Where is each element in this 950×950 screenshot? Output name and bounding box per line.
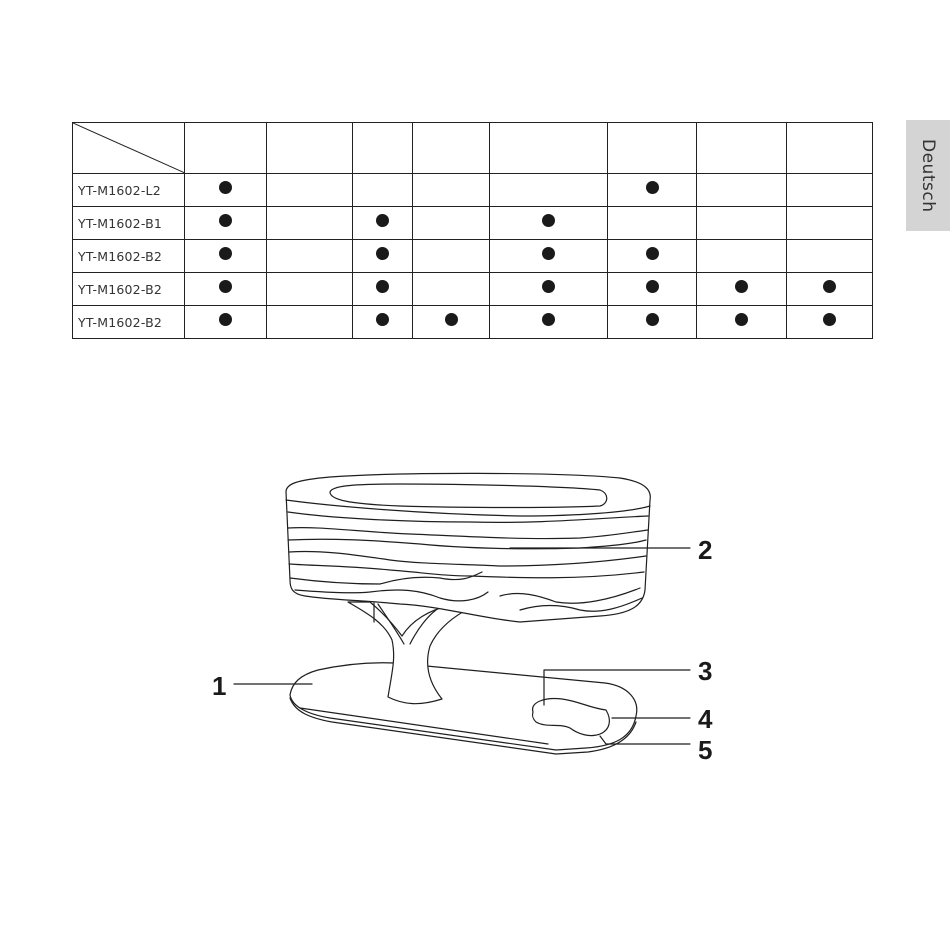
model-cell: YT-M1602-B1	[73, 207, 185, 240]
language-tab-label: Deutsch	[918, 138, 938, 213]
callout-1: 1	[212, 671, 227, 701]
callout-3: 3	[698, 656, 713, 686]
callout-2: 2	[698, 535, 713, 565]
callout-5: 5	[698, 735, 713, 765]
callout-4: 4	[698, 704, 713, 734]
model-cell: YT-M1602-B2	[73, 273, 185, 306]
model-cell: YT-M1602-B2	[73, 240, 185, 273]
model-cell: YT-M1602-L2	[73, 174, 185, 207]
model-cell: YT-M1602-B2	[73, 306, 185, 339]
